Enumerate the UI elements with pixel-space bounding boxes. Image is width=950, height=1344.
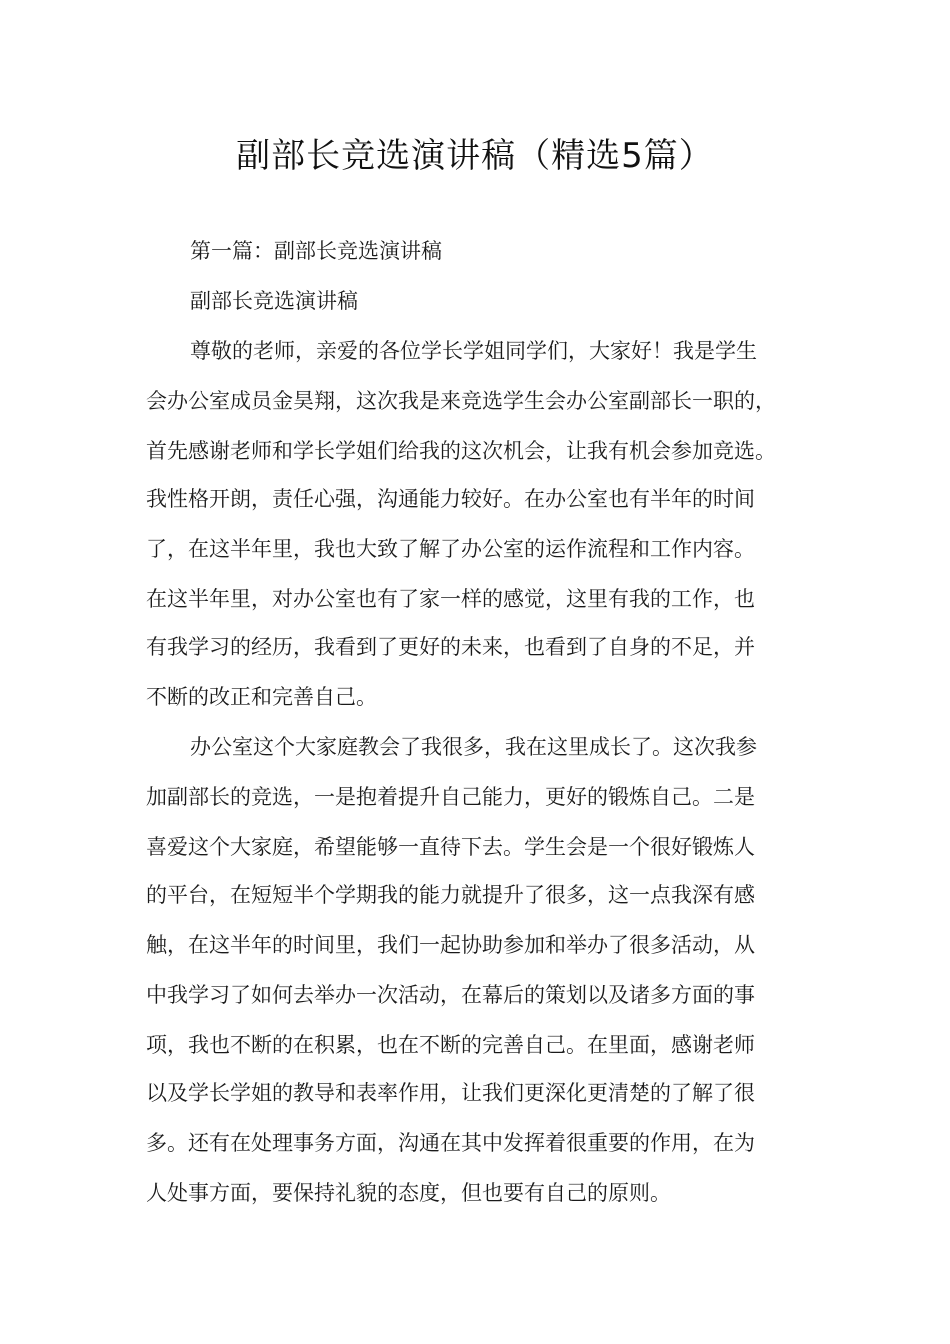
paragraph-line: 以及学长学姐的教导和表率作用，让我们更深化更清楚的了解了很 — [146, 1081, 755, 1105]
document-title: 副部长竞选演讲稿（精选5篇） — [236, 136, 714, 176]
paragraph-line: 项，我也不断的在积累，也在不断的完善自己。在里面，感谢老师 — [146, 1033, 755, 1057]
paragraph-line: 多。还有在处理事务方面，沟通在其中发挥着很重要的作用，在为 — [146, 1131, 755, 1155]
section-heading: 第一篇：副部长竞选演讲稿 — [190, 239, 442, 263]
paragraph-line: 加副部长的竞选，一是抱着提升自己能力，更好的锻炼自己。二是 — [146, 785, 755, 809]
paragraph-line: 我性格开朗，责任心强，沟通能力较好。在办公室也有半年的时间 — [146, 487, 755, 511]
paragraph-line: 办公室这个大家庭教会了我很多，我在这里成长了。这次我参 — [190, 735, 757, 759]
paragraph-line: 不断的改正和完善自己。 — [146, 685, 377, 709]
paragraph-line: 中我学习了如何去举办一次活动，在幕后的策划以及诸多方面的事 — [146, 983, 755, 1007]
paragraph-line: 首先感谢老师和学长学姐们给我的这次机会，让我有机会参加竞选。 — [146, 439, 776, 463]
paragraph-line: 会办公室成员金昊翔，这次我是来竞选学生会办公室副部长一职的， — [146, 389, 776, 413]
paragraph-line: 了，在这半年里，我也大致了解了办公室的运作流程和工作内容。 — [146, 537, 755, 561]
paragraph-line: 喜爱这个大家庭，希望能够一直待下去。学生会是一个很好锻炼人 — [146, 835, 755, 859]
paragraph-line: 在这半年里，对办公室也有了家一样的感觉，这里有我的工作，也 — [146, 587, 755, 611]
paragraph-line: 人处事方面，要保持礼貌的态度，但也要有自己的原则。 — [146, 1181, 671, 1205]
paragraph-line: 有我学习的经历，我看到了更好的未来，也看到了自身的不足，并 — [146, 635, 755, 659]
paragraph-line: 尊敬的老师，亲爱的各位学长学姐同学们，大家好！我是学生 — [190, 339, 757, 363]
speech-subtitle: 副部长竞选演讲稿 — [190, 289, 358, 313]
paragraph-line: 的平台，在短短半个学期我的能力就提升了很多，这一点我深有感 — [146, 883, 755, 907]
paragraph-line: 触，在这半年的时间里，我们一起协助参加和举办了很多活动，从 — [146, 933, 755, 957]
